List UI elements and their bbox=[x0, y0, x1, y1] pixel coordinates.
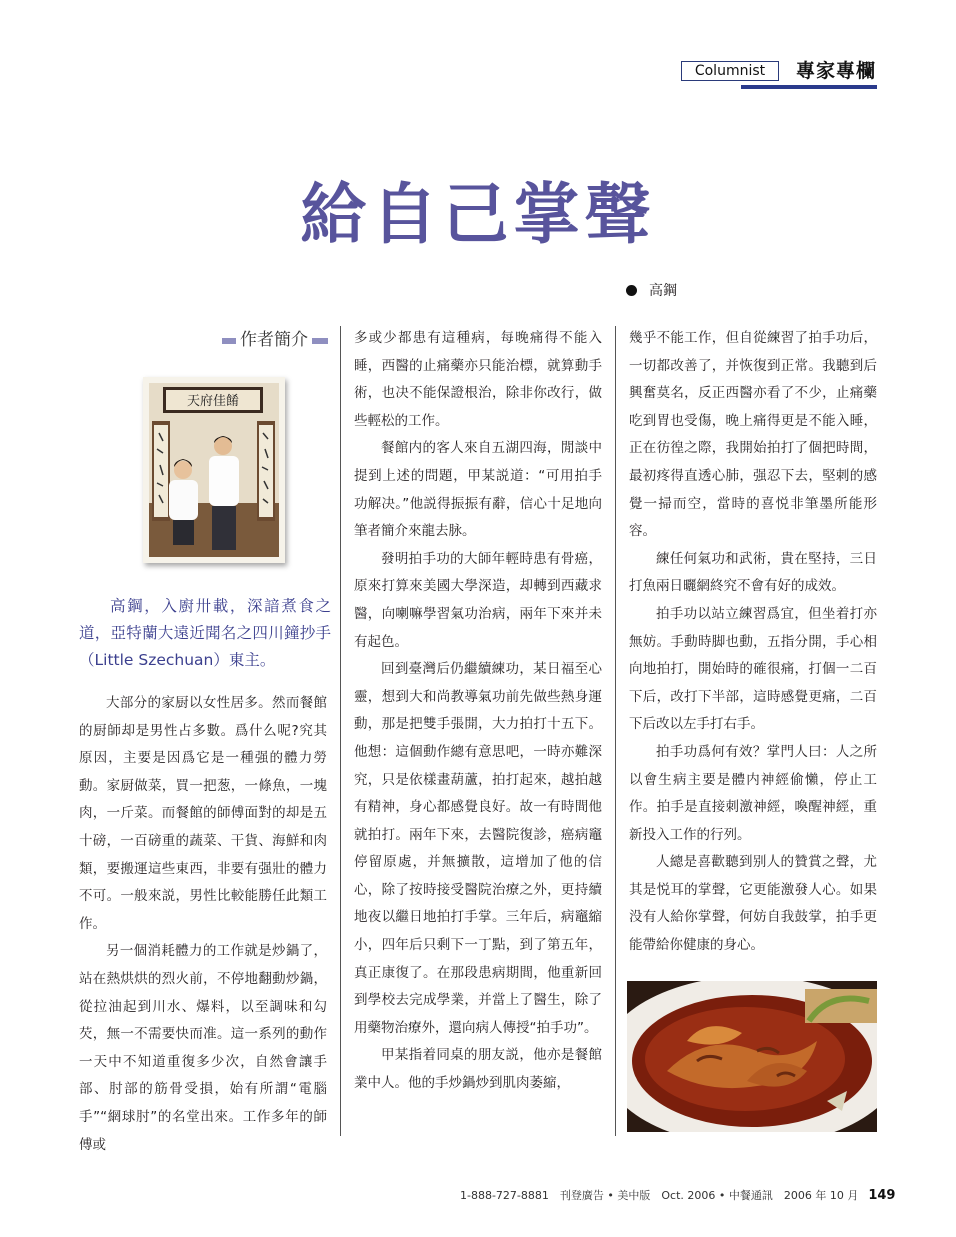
columnist-label: Columnist bbox=[681, 61, 779, 81]
body-column-1 bbox=[79, 690, 327, 1159]
paragraph: 幾乎不能工作，但自從練習了拍手功后，一切都改善了，并恢復到正常。我聽到后興奮莫名，反正西醫亦看了不少，止痛藥吃到胃也受傷，晚上痛得更是不能入睡，正在彷徨之際，我開始拍打了個把時間，最初疼得直透心肺，强忍下去，堅剌的感覺一掃而空，當時的喜悦非筆墨所能形容。 bbox=[629, 330, 877, 540]
paragraph: 多或少都患有這種病，每晚痛得不能入睡，西醫的止痛藥亦只能治標，就算動手術，也决不能保證根治，除非你改行，做些輕松的工作。 bbox=[354, 330, 602, 429]
paragraph: 拍手功爲何有效？掌門人曰：人之所以會生病主要是體内神經偷懶，停止工作。拍手是直接刺激神經，喚醒神經，重新投入工作的行列。 bbox=[629, 743, 877, 843]
section-title: 專家專欄 bbox=[796, 60, 877, 82]
paragraph: 人總是喜歡聽到别人的贊賞之聲，尤其是悦耳的掌聲，它更能激發人心。如果没有人給你掌聲，何妨自我鼓掌，拍手更能帶給你健康的身心。 bbox=[629, 854, 877, 954]
paragraph: 大部分的家厨以女性居多。然而餐館的厨師却是男性占多數。爲什么呢?究其原因，主要是因爲它是一種强的體力勞動。家厨做菜，買一把葱，一條魚，一塊肉，一斤菜。而餐館的師傅面對的却是五十磅，一百磅重的蔬菜、干貨、海鮮和肉類，要搬運這些東西，非要有强壯的體力不可。一般來説，男性比較能勝任此類工作。 bbox=[79, 695, 327, 932]
column-divider bbox=[615, 326, 616, 1136]
sign-text: 天府佳餚 bbox=[186, 394, 240, 409]
author-name: 高鋼 bbox=[649, 283, 677, 299]
paragraph: 另一個消耗體力的工作就是炒鍋了，站在熱烘烘的烈火前，不停地翻動炒鍋，從拉油起到川水、爆料，以至調味和勾芡，無一不需要快而准。這一系列的動作一天中不知道重復多少次，自然會讓手部、肘部的筋骨受損，始有所謂“電腦手”“網球肘”的名堂出來。工作多年的師傅或 bbox=[79, 943, 327, 1153]
author-photo-image bbox=[143, 377, 285, 563]
article-title: 給自己掌聲 bbox=[300, 175, 656, 253]
byline bbox=[626, 282, 677, 300]
author-intro-heading bbox=[222, 330, 328, 350]
paragraph: 練任何氣功和武術，貴在堅持，三日打魚兩日曬網終究不會有好的成效。 bbox=[629, 550, 877, 595]
paragraph: 甲某指着同桌的朋友説，他亦是餐館業中人。他的手炒鍋炒到肌肉萎縮， bbox=[354, 1047, 602, 1092]
body-column-3 bbox=[629, 325, 877, 960]
page-footer bbox=[460, 1188, 896, 1204]
author-bio bbox=[79, 593, 331, 674]
page-number: 149 bbox=[868, 1188, 896, 1203]
author-photo bbox=[143, 377, 285, 563]
footer-info: 1-888-727-8881 刊登廣告 • 美中版 Oct. 2006 • 中餐通訊 2006 年 10 月 bbox=[460, 1189, 859, 1202]
bullet-icon bbox=[626, 285, 637, 296]
paragraph: 餐館内的客人來自五湖四海，閒談中提到上述的問題，甲某説道：“可用拍手功解决。”他説得振振有辭，信心十足地向筆者簡介來龍去脉。 bbox=[354, 440, 602, 540]
body-column-2 bbox=[354, 325, 602, 1098]
paragraph: 發明拍手功的大師年輕時患有骨癌，原來打算來美國大學深造，却轉到西藏求醫，向喇嘛學習氣功治病，兩年下來并未有起色。 bbox=[354, 550, 602, 650]
header-rule bbox=[741, 85, 877, 89]
column-divider bbox=[340, 326, 341, 1136]
food-photo bbox=[627, 981, 877, 1132]
food-photo-image bbox=[627, 981, 877, 1132]
author-intro-label: 作者簡介 bbox=[236, 330, 312, 350]
author-bio-text: 高鋼，入廚卅載，深諳煮食之道，亞特蘭大遠近聞名之四川鐘抄手（Little Szechuan）東主。 bbox=[79, 597, 331, 669]
paragraph: 拍手功以站立練習爲宜，但坐着打亦無妨。手動時脚也動，五指分開，手心相向地拍打，開始時的確很痛，打個一二百下后，改打下半部，這時感覺更痛，二百下后改以左手打右手。 bbox=[629, 605, 877, 733]
paragraph: 回到臺灣后仍繼續練功，某日福至心靈，想到大和尚教導氣功前先做些熱身運動，那是把雙手張開，大力拍打十五下。他想：這個動作總有意思吧，一時亦難深究，只是依樣畫葫蘆，拍打起來，越拍越有精神，身心都感覺良好。故一有時間他就拍打。兩年下來，去醫院復診，癌病竈停留原處，并無擴散，這增加了他的信心，除了按時接受醫院治療之外，更持續地夜以繼日地拍打手掌。三年后，病竈縮小，四年后只剩下一丁點，到了第五年，真正康復了。在那段患病期間，他重新回到學校去完成學業，并當上了醫生，除了用藥物治療外，還向病人傳授“拍手功”。 bbox=[354, 661, 602, 1036]
